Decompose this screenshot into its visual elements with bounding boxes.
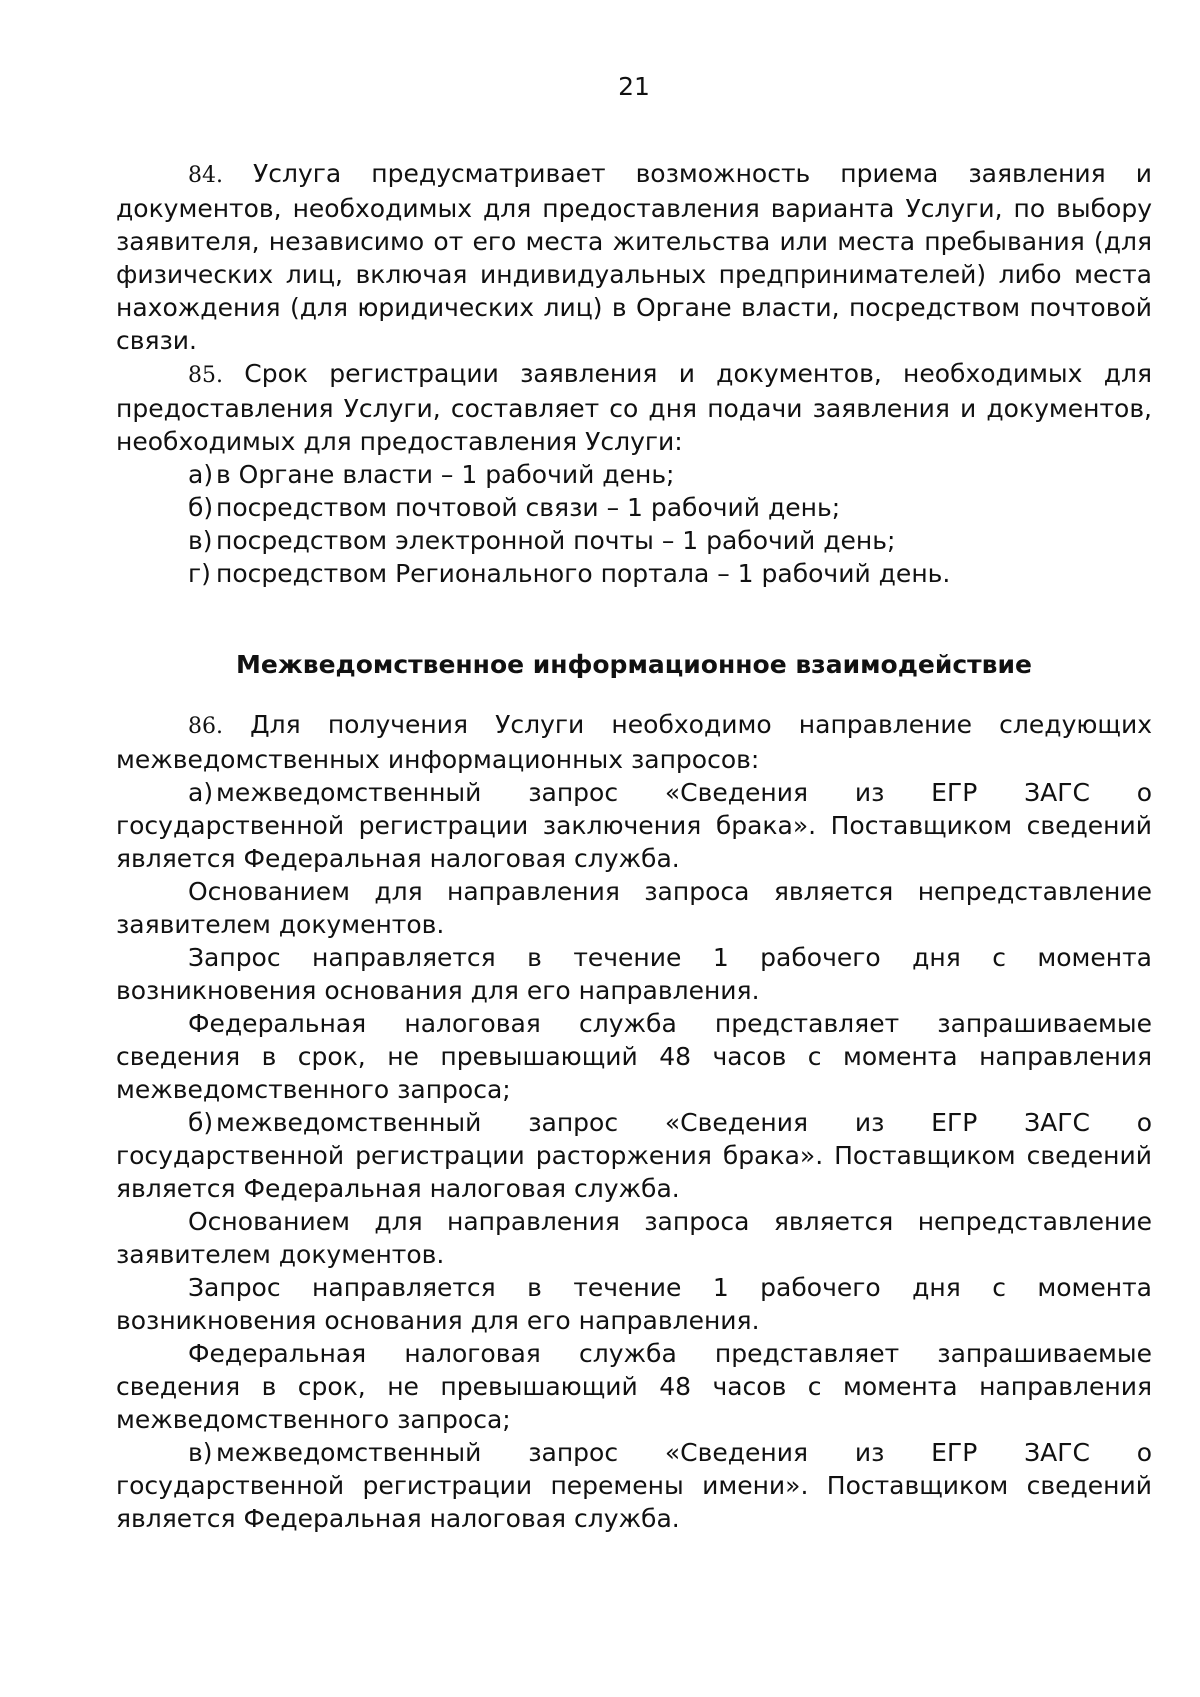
paragraph-number: 86. [188,714,223,739]
list-marker: б) [188,1108,214,1137]
request-item-a [116,776,1152,875]
list-item [116,557,1152,590]
list-marker: г) [188,559,211,588]
list-marker: в) [188,526,213,555]
list-text: межведомственный запрос «Сведения из ЕГР ЗАГС о государственной регистрации заключения брака». Поставщиком сведений является Федеральная налоговая служба. [116,778,1152,873]
list-marker: а) [188,778,214,807]
page-number: 21 [618,72,650,101]
paragraph-84 [116,157,1152,357]
request-basis: Основанием для направления запроса является непредставление заявителем документов. [116,877,1152,939]
paragraph-text: Услуга предусматривает возможность приема заявления и документов, необходимых для предоставления варианта Услуги, по выбору заявителя, независимо от его места жительства или места пребывания (для физических лиц, включая индивидуальных предпринимателей) либо места нахождения (для юридических лиц) в Органе власти, посредством почтовой связи. [116,159,1152,355]
list-text: в Органе власти – 1 рабочий день; [216,460,675,489]
paragraph-text: Срок регистрации заявления и документов, необходимых для предоставления Услуги, составляет со дня подачи заявления и документов, необходимых для предоставления Услуги: [116,359,1153,456]
list-text: посредством электронной почты – 1 рабочий день; [216,526,896,555]
request-response: Федеральная налоговая служба представляет запрашиваемые сведения в срок, не превышающий 48 часов с момента направления межведомственного запроса; [116,1009,1152,1104]
section-heading: Межведомственное информационное взаимодействие [236,650,1032,679]
registration-section [116,157,1152,590]
request-timing: Запрос направляется в течение 1 рабочего дня с момента возникновения основания для его направления. [116,1273,1152,1335]
list-text: межведомственный запрос «Сведения из ЕГР ЗАГС о государственной регистрации перемены имени». Поставщиком сведений является Федеральная налоговая служба. [116,1438,1152,1533]
paragraph-86 [116,708,1152,776]
interagency-section [116,708,1152,1535]
paragraph-number: 85. [188,363,223,388]
request-basis: Основанием для направления запроса является непредставление заявителем документов. [116,1207,1152,1269]
paragraph-text: Для получения Услуги необходимо направление следующих межведомственных информационных запросов: [116,710,1152,774]
request-timing: Запрос направляется в течение 1 рабочего дня с момента возникновения основания для его направления. [116,943,1152,1005]
request-response: Федеральная налоговая служба представляет запрашиваемые сведения в срок, не превышающий 48 часов с момента направления межведомственного запроса; [116,1339,1152,1434]
paragraph-85 [116,357,1152,458]
list-marker: а) [188,460,214,489]
list-text: посредством Регионального портала – 1 рабочий день. [216,559,951,588]
list-item [116,458,1152,491]
request-item-c [116,1436,1152,1535]
request-item-b [116,1106,1152,1205]
list-text: межведомственный запрос «Сведения из ЕГР ЗАГС о государственной регистрации расторжения брака». Поставщиком сведений является Федеральная налоговая служба. [116,1108,1152,1203]
list-item [116,524,1152,557]
list-marker: б) [188,493,214,522]
list-marker: в) [188,1438,213,1467]
paragraph-number: 84. [188,163,223,188]
list-text: посредством почтовой связи – 1 рабочий день; [216,493,841,522]
list-item [116,491,1152,524]
